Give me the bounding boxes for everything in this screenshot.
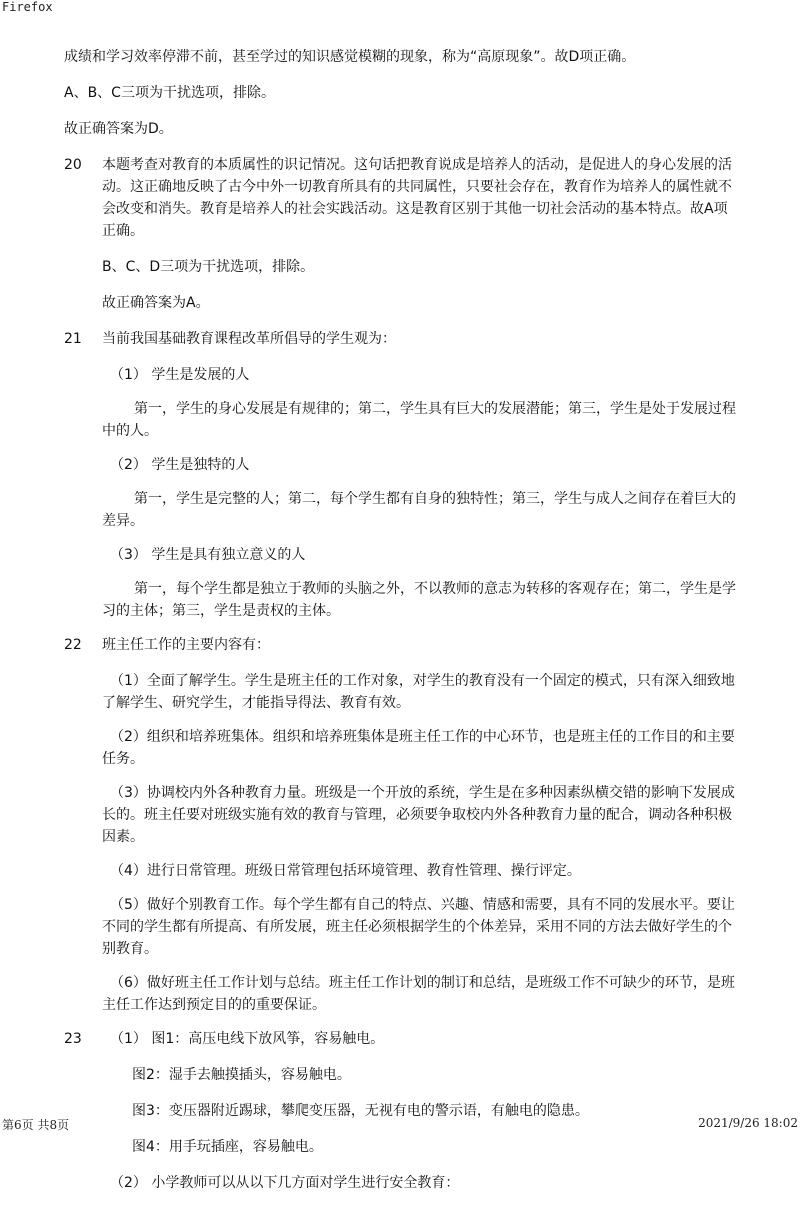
q21-point-1-body: 第一，学生的身心发展是有规律的；第二，学生具有巨大的发展潜能；第三，学生是处于发展过程中的人。 <box>102 401 736 439</box>
page-indicator: 第6页 共8页 <box>2 1118 70 1132</box>
question-22-intro: 班主任工作的主要内容有： <box>102 637 270 653</box>
document-body <box>64 46 740 1208</box>
q22-item-5: （5）做好个别教育工作。每个学生都有自己的特点、兴趣、情感和需要，具有不同的发展水平。要让不同的学生都有所提高、有所发展，班主任必须根据学生的个体差异，采用不同的方法去做好学生的个别教育。 <box>102 897 735 957</box>
question-21-intro: 当前我国基础教育课程改革所倡导的学生观为： <box>102 331 396 347</box>
question-number: 22 <box>64 637 82 653</box>
question-number: 21 <box>64 331 82 347</box>
q22-item-3: （3）协调校内外各种教育力量。班级是一个开放的系统，学生是在多种因素纵横交错的影响下发展成长的。班主任要对班级实施有效的教育与管理，必须要争取校内外各种教育力量的配合，调动各种积极因素。 <box>102 785 735 845</box>
q21-point-2-body: 第一，学生是完整的人；第二，每个学生都有自身的独特性；第三，学生与成人之间存在着巨大的差异。 <box>102 491 736 529</box>
print-datetime: 2021/9/26 18:02 <box>698 1116 798 1130</box>
question-number: 23 <box>64 1031 82 1047</box>
question-20 <box>64 154 740 242</box>
q22-item-6: （6）做好班主任工作计划与总结。班主任工作计划的制订和总结，是班级工作不可缺少的环节，是班主任工作达到预定目的的重要保证。 <box>102 975 735 1013</box>
question-22 <box>64 634 740 656</box>
intro-line-3: 故正确答案为D。 <box>64 121 173 137</box>
q21-point-2-head: （2） 学生是独特的人 <box>110 457 250 473</box>
q23-part-1: （1） 图1：高压电线下放风筝，容易触电。 <box>110 1031 385 1047</box>
q21-point-3-head: （3） 学生是具有独立意义的人 <box>110 547 306 563</box>
q21-point-3-body: 第一，每个学生都是独立于教师的头脑之外，不以教师的意志为转移的客观存在；第二，学生是学习的主体；第三，学生是责权的主体。 <box>102 581 736 619</box>
intro-line-2: A、B、C三项为干扰选项，排除。 <box>64 85 275 101</box>
question-20-distractor: B、C、D三项为干扰选项，排除。 <box>102 259 315 275</box>
intro-line-1: 成绩和学习效率停滞不前，甚至学过的知识感觉模糊的现象，称为“高原现象”。故D项正确。 <box>64 49 636 65</box>
question-20-answer: 故正确答案为A。 <box>102 295 210 311</box>
q23-part-2: （2） 小学教师可以从以下几方面对学生进行安全教育： <box>110 1175 460 1191</box>
browser-title: Firefox <box>2 0 53 14</box>
q23-fig-3: 图3：变压器附近踢球，攀爬变压器，无视有电的警示语，有触电的隐患。 <box>132 1103 589 1119</box>
q21-point-1-head: （1） 学生是发展的人 <box>110 367 250 383</box>
q23-fig-4: 图4：用手玩插座，容易触电。 <box>132 1139 323 1155</box>
question-23 <box>64 1028 740 1050</box>
q22-item-1: （1）全面了解学生。学生是班主任的工作对象，对学生的教育没有一个固定的模式，只有深入细致地了解学生、研究学生，才能指导得法、教育有效。 <box>102 673 735 711</box>
question-20-text: 本题考查对教育的本质属性的识记情况。这句话把教育说成是培养人的活动，是促进人的身心发展的活动。这正确地反映了古今中外一切教育所具有的共同属性，只要社会存在，教育作为培养人的属性就不会改变和消失。教育是培养人的社会实践活动。这是教育区别于其他一切社会活动的基本特点。故A项正确。 <box>102 157 732 239</box>
question-21 <box>64 328 740 350</box>
q23-fig-2: 图2：湿手去触摸插头，容易触电。 <box>132 1067 351 1083</box>
q22-item-4: （4）进行日常管理。班级日常管理包括环境管理、教育性管理、操行评定。 <box>110 863 581 879</box>
question-number: 20 <box>64 157 82 173</box>
q22-item-2: （2）组织和培养班集体。组织和培养班集体是班主任工作的中心环节，也是班主任的工作目的和主要任务。 <box>102 729 735 767</box>
